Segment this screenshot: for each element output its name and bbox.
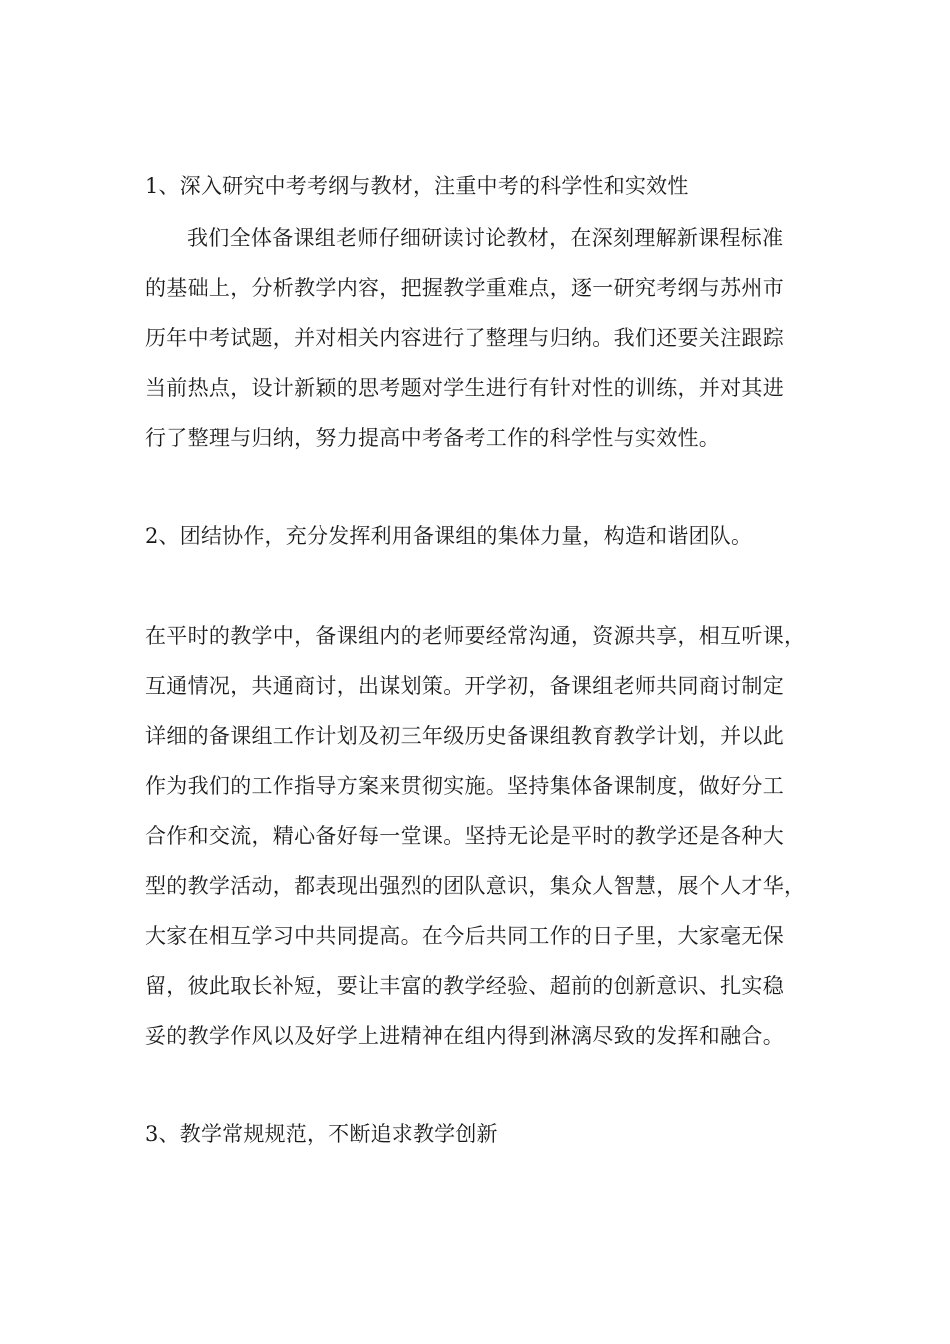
section-1-paragraph-line: 的基础上，分析教学内容，把握教学重难点，逐一研究考纲与苏州市	[145, 276, 784, 300]
section-1-heading: 1、深入研究中考考纲与教材，注重中考的科学性和实效性	[145, 174, 689, 198]
section-2-paragraph-line: 互通情况，共通商讨，出谋划策。开学初，备课组老师共同商讨制定	[145, 674, 784, 698]
section-2-paragraph-line: 合作和交流，精心备好每一堂课。坚持无论是平时的教学还是各种大	[145, 824, 784, 848]
section-2-paragraph-line: 详细的备课组工作计划及初三年级历史备课组教育教学计划，并以此	[145, 724, 784, 748]
section-2-paragraph-line: 留，彼此取长补短，要让丰富的教学经验、超前的创新意识、扎实稳	[145, 974, 784, 998]
section-2-paragraph-line: 在平时的教学中，备课组内的老师要经常沟通，资源共享，相互听课，	[145, 624, 806, 648]
section-2-heading: 2、团结协作，充分发挥利用备课组的集体力量，构造和谐团队。	[145, 524, 753, 548]
section-2-paragraph-line: 大家在相互学习中共同提高。在今后共同工作的日子里，大家毫无保	[145, 924, 784, 948]
section-1-paragraph-line: 我们全体备课组老师仔细研读讨论教材，在深刻理解新课程标准	[187, 226, 784, 250]
section-3-heading: 3、教学常规规范，不断追求教学创新	[145, 1122, 498, 1146]
section-1-paragraph-line: 行了整理与归纳，努力提高中考备考工作的科学性与实效性。	[145, 426, 721, 450]
section-1-paragraph-line: 当前热点，设计新颖的思考题对学生进行有针对性的训练，并对其进	[145, 376, 784, 400]
section-1-paragraph-line: 历年中考试题，并对相关内容进行了整理与归纳。我们还要关注跟踪	[145, 326, 784, 350]
section-2-paragraph-line: 作为我们的工作指导方案来贯彻实施。坚持集体备课制度，做好分工	[145, 774, 784, 798]
section-2-paragraph-line: 型的教学活动，都表现出强烈的团队意识，集众人智慧，展个人才华，	[145, 874, 806, 898]
section-2-paragraph-line: 妥的教学作风以及好学上进精神在组内得到淋漓尽致的发挥和融合。	[145, 1024, 784, 1048]
